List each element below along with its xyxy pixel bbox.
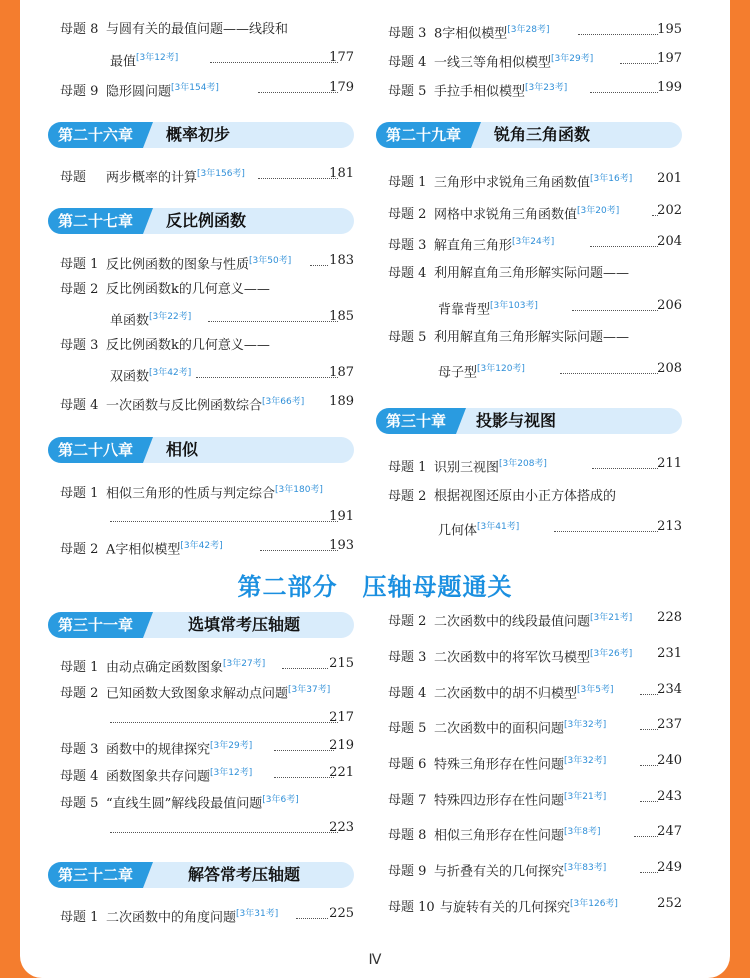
- page-ref: 234: [657, 682, 682, 697]
- page-ref: 199: [657, 80, 682, 95]
- toc-entry-continued: [110, 365, 191, 385]
- exam-count-badge: [3年66考]: [262, 397, 305, 407]
- exam-count-badge: [3年83考]: [564, 863, 607, 873]
- entry-label: 母题: [60, 170, 87, 186]
- entry-title: 网格中求锐角三角函数值: [434, 207, 578, 223]
- exam-count-badge: [3年41考]: [477, 522, 520, 532]
- entry-label: 母题 8: [388, 828, 427, 844]
- exam-count-badge: [3年208考]: [499, 459, 547, 469]
- toc-entry-continued: [110, 309, 191, 329]
- toc-entry[interactable]: [60, 906, 278, 926]
- chapter-header[interactable]: [48, 208, 354, 234]
- toc-entry[interactable]: [388, 824, 601, 844]
- entry-title-line2: 背靠背型: [438, 302, 491, 318]
- chapter-title: 概率初步: [166, 125, 231, 144]
- leader-dots: [110, 832, 338, 833]
- leader-dots: [560, 373, 658, 374]
- page-ref: 215: [329, 656, 354, 671]
- toc-entry[interactable]: [60, 22, 288, 38]
- entry-label: 母题 3: [388, 26, 427, 42]
- exam-count-badge: [3年103考]: [490, 301, 538, 311]
- entry-title: 反比例函数k的几何意义——: [106, 338, 270, 353]
- exam-count-badge: [3年26考]: [590, 649, 633, 659]
- page-ref: 187: [329, 365, 354, 380]
- exam-count-badge: [3年126考]: [570, 899, 618, 909]
- entry-label: 母题 2: [388, 207, 427, 223]
- entry-label: 母题 2: [60, 542, 99, 558]
- page-ref: 247: [657, 824, 682, 839]
- page-ref: 228: [657, 610, 682, 625]
- exam-count-badge: [3年28考]: [507, 25, 550, 35]
- exam-count-badge: [3年42考]: [180, 541, 223, 551]
- entry-label: 母题 3: [388, 238, 427, 254]
- toc-entry[interactable]: [388, 753, 606, 773]
- toc-entry[interactable]: [60, 682, 330, 702]
- entry-label: 母题 3: [60, 338, 99, 353]
- entry-title: 三角形中求锐角三角函数值: [434, 175, 591, 191]
- entry-label: 母题 5: [388, 330, 427, 345]
- chapter-header[interactable]: [48, 862, 354, 888]
- page-ref: 249: [657, 860, 682, 875]
- page-ref: 177: [329, 50, 354, 65]
- entry-label: 母题 2: [388, 489, 427, 504]
- leader-dots: [274, 750, 334, 751]
- leader-dots: [554, 531, 658, 532]
- chapter-header[interactable]: [48, 437, 354, 463]
- page-ref: 217: [329, 710, 354, 725]
- entry-title: 二次函数中的胡不归模型: [434, 686, 578, 702]
- page-ref: 240: [657, 753, 682, 768]
- entry-label: 母题 5: [388, 721, 427, 737]
- page-ref: 201: [657, 171, 682, 186]
- entry-title: 函数图象共存问题: [106, 769, 211, 785]
- entry-title: 一次函数与反比例函数综合: [106, 398, 263, 414]
- chapter-number: 第二十九章: [376, 122, 471, 148]
- page-ref: 181: [329, 166, 354, 181]
- exam-count-badge: [3年42考]: [149, 368, 192, 378]
- toc-entry[interactable]: [388, 330, 629, 346]
- entry-title: 利用解直角三角形解实际问题——: [434, 266, 630, 281]
- toc-entry[interactable]: [388, 682, 614, 702]
- toc-entry[interactable]: [388, 860, 606, 880]
- page-ref: 221: [329, 765, 354, 780]
- exam-count-badge: [3年32考]: [564, 756, 607, 766]
- leader-dots: [282, 668, 328, 669]
- leader-dots: [210, 62, 338, 63]
- entry-title: 函数中的规律探究: [106, 742, 211, 758]
- entry-title: 相似三角形存在性问题: [434, 828, 565, 844]
- exam-count-badge: [3年23考]: [525, 83, 568, 93]
- chapter-header[interactable]: [48, 122, 354, 148]
- entry-title: A字相似模型: [106, 542, 181, 558]
- chapter-header[interactable]: [376, 408, 682, 434]
- toc-entry[interactable]: [388, 51, 593, 71]
- entry-title: “直线生圆”解线段最值问题: [106, 796, 263, 812]
- toc-entry-continued: [438, 519, 519, 539]
- page-ref: 202: [657, 203, 682, 218]
- entry-title-line2: 单函数: [110, 313, 150, 329]
- toc-entry[interactable]: [388, 80, 567, 100]
- exam-count-badge: [3年32考]: [564, 720, 607, 730]
- exam-count-badge: [3年50考]: [249, 256, 292, 266]
- entry-label: 母题 3: [388, 650, 427, 666]
- exam-count-badge: [3年120考]: [477, 364, 525, 374]
- exam-count-badge: [3年24考]: [512, 237, 555, 247]
- leader-dots: [592, 468, 658, 469]
- page-ref: 185: [329, 309, 354, 324]
- entry-title: 二次函数中的面积问题: [434, 721, 565, 737]
- chapter-header[interactable]: [376, 122, 682, 148]
- entry-label: 母题 4: [388, 266, 427, 281]
- page-ref: 211: [657, 456, 682, 471]
- exam-count-badge: [3年21考]: [590, 613, 633, 623]
- toc-entry[interactable]: [60, 282, 270, 298]
- exam-count-badge: [3年5考]: [577, 685, 614, 695]
- entry-label: 母题 3: [60, 742, 99, 758]
- entry-title: 已知函数大致图象求解动点问题: [106, 686, 289, 702]
- leader-dots: [274, 777, 334, 778]
- entry-title: 解直角三角形: [434, 238, 513, 254]
- toc-entry[interactable]: [388, 489, 616, 505]
- exam-count-badge: [3年6考]: [262, 795, 299, 805]
- entry-title: 手拉手相似模型: [434, 84, 526, 100]
- toc-entry[interactable]: [60, 656, 265, 676]
- toc-entry[interactable]: [388, 456, 547, 476]
- leader-dots: [196, 377, 338, 378]
- toc-entry[interactable]: [388, 22, 549, 42]
- toc-entry[interactable]: [388, 610, 632, 630]
- entry-title: 由动点确定函数图象: [106, 660, 224, 676]
- toc-entry-continued: [438, 298, 538, 318]
- leader-dots: [110, 722, 338, 723]
- exam-count-badge: [3年12考]: [136, 53, 179, 63]
- leader-dots: [296, 918, 328, 919]
- exam-count-badge: [3年29考]: [551, 54, 594, 64]
- toc-entry[interactable]: [388, 717, 606, 737]
- entry-label: 母题 8: [60, 22, 99, 37]
- entry-label: 母题 4: [60, 769, 99, 785]
- page-ref: 225: [329, 906, 354, 921]
- entry-title: 二次函数中的将军饮马模型: [434, 650, 591, 666]
- toc-entry[interactable]: [60, 80, 219, 100]
- entry-label: 母题 2: [388, 614, 427, 630]
- chapter-title: 锐角三角函数: [494, 125, 591, 144]
- chapter-title: 解答常考压轴题: [188, 865, 301, 884]
- exam-count-badge: [3年154考]: [171, 83, 219, 93]
- toc-entry[interactable]: [60, 792, 299, 812]
- entry-title-line2: 双函数: [110, 369, 150, 385]
- toc-entry[interactable]: [388, 266, 629, 282]
- page-ref: 219: [329, 738, 354, 753]
- entry-title: 两步概率的计算: [106, 170, 198, 186]
- chapter-title: 相似: [166, 440, 199, 459]
- exam-count-badge: [3年20考]: [577, 206, 620, 216]
- entry-title: 8字相似模型: [434, 26, 508, 42]
- entry-title: 利用解直角三角形解实际问题——: [434, 330, 630, 345]
- entry-label: 母题 1: [60, 486, 99, 502]
- toc-entry[interactable]: [388, 896, 618, 916]
- page-ref: 189: [329, 394, 354, 409]
- entry-label: 母题 1: [388, 460, 427, 476]
- chapter-number: 第三十章: [376, 408, 456, 434]
- toc-entry[interactable]: [60, 394, 304, 414]
- page-ref: 206: [657, 298, 682, 313]
- exam-count-badge: [3年27考]: [223, 659, 266, 669]
- entry-title: 反比例函数的图象与性质: [106, 257, 250, 273]
- exam-count-badge: [3年29考]: [210, 741, 253, 751]
- entry-label: 母题 6: [388, 757, 427, 773]
- page-ref: 191: [329, 509, 354, 524]
- toc-entry[interactable]: [60, 538, 223, 558]
- page-ref: 183: [329, 253, 354, 268]
- entry-label: 母题 9: [60, 84, 99, 100]
- entry-title: 特殊四边形存在性问题: [434, 793, 565, 809]
- page-ref: 208: [657, 361, 682, 376]
- toc-entry[interactable]: [388, 789, 606, 809]
- page-number: Ⅳ: [368, 952, 382, 968]
- leader-dots: [590, 92, 658, 93]
- entry-title: 二次函数中的角度问题: [106, 910, 237, 926]
- chapter-header[interactable]: [48, 612, 354, 638]
- entry-title: 根据视图还原由小正方体搭成的: [434, 489, 617, 504]
- entry-label: 母题 5: [388, 84, 427, 100]
- exam-count-badge: [3年22考]: [149, 312, 192, 322]
- page-ref: 231: [657, 646, 682, 661]
- leader-dots: [590, 246, 658, 247]
- entry-title: 二次函数中的线段最值问题: [434, 614, 591, 630]
- page-ref: 223: [329, 820, 354, 835]
- toc-entry-continued: [110, 50, 178, 70]
- entry-label: 母题 1: [60, 910, 99, 926]
- toc-entry[interactable]: [388, 203, 619, 223]
- chapter-number: 第三十二章: [48, 862, 143, 888]
- chapter-title: 反比例函数: [166, 211, 247, 230]
- chapter-number: 第二十七章: [48, 208, 143, 234]
- toc-entry[interactable]: [60, 482, 323, 502]
- exam-count-badge: [3年8考]: [564, 827, 601, 837]
- entry-label: 母题 9: [388, 864, 427, 880]
- entry-label: 母题 2: [60, 282, 99, 297]
- toc-entry[interactable]: [388, 234, 554, 254]
- page-ref: 237: [657, 717, 682, 732]
- entry-title-line2: 几何体: [438, 523, 478, 539]
- entry-label: 母题 4: [388, 686, 427, 702]
- page-ref: 195: [657, 22, 682, 37]
- leader-dots: [208, 321, 338, 322]
- entry-title: 反比例函数k的几何意义——: [106, 282, 270, 297]
- exam-count-badge: [3年16考]: [590, 174, 633, 184]
- page-ref: 179: [329, 80, 354, 95]
- entry-label: 母题 1: [388, 175, 427, 191]
- entry-label: 母题 10: [388, 900, 435, 916]
- toc-entry[interactable]: [60, 253, 291, 273]
- toc-entry[interactable]: [388, 646, 632, 666]
- entry-label: 母题 5: [60, 796, 99, 812]
- exam-count-badge: [3年31考]: [236, 909, 279, 919]
- page-ref: 193: [329, 538, 354, 553]
- chapter-number: 第二十六章: [48, 122, 143, 148]
- toc-entry[interactable]: [60, 338, 270, 354]
- entry-title: 与旋转有关的几何探究: [440, 900, 571, 916]
- entry-title: 与圆有关的最值问题——线段和: [106, 22, 289, 37]
- toc-entry[interactable]: [60, 765, 252, 785]
- entry-title-line2: 母子型: [438, 365, 478, 381]
- entry-label: 母题 4: [388, 55, 427, 71]
- leader-dots: [578, 34, 658, 35]
- leader-dots: [572, 310, 658, 311]
- toc-entry[interactable]: [388, 171, 632, 191]
- entry-title: 一线三等角相似模型: [434, 55, 552, 71]
- toc-entry-continued: [438, 361, 525, 381]
- entry-label: 母题 4: [60, 398, 99, 414]
- entry-title: 与折叠有关的几何探究: [434, 864, 565, 880]
- entry-label: 母题 1: [60, 257, 99, 273]
- entry-title-line2: 最值: [110, 54, 137, 70]
- exam-count-badge: [3年180考]: [275, 485, 323, 495]
- leader-dots: [110, 521, 338, 522]
- page-ref: 243: [657, 789, 682, 804]
- toc-entry[interactable]: [60, 738, 252, 758]
- entry-label: 母题 2: [60, 686, 99, 702]
- page-ref: 197: [657, 51, 682, 66]
- leader-dots: [620, 63, 658, 64]
- chapter-number: 第三十一章: [48, 612, 143, 638]
- part-title: 第二部分 压轴母题通关: [237, 573, 513, 601]
- chapter-title: 投影与视图: [476, 411, 557, 430]
- entry-title: 相似三角形的性质与判定综合: [106, 486, 276, 502]
- exam-count-badge: [3年156考]: [197, 169, 245, 179]
- chapter-number: 第二十八章: [48, 437, 143, 463]
- entry-title: 识别三视图: [434, 460, 500, 476]
- entry-title: 特殊三角形存在性问题: [434, 757, 565, 773]
- page-ref: 213: [657, 519, 682, 534]
- page-ref: 204: [657, 234, 682, 249]
- exam-count-badge: [3年37考]: [288, 685, 331, 695]
- toc-page: [20, 0, 730, 978]
- page-ref: 252: [657, 896, 682, 911]
- exam-count-badge: [3年12考]: [210, 768, 253, 778]
- entry-label: 母题 1: [60, 660, 99, 676]
- toc-entry[interactable]: [60, 166, 245, 186]
- entry-title: 隐形圆问题: [106, 84, 172, 100]
- chapter-title: 选填常考压轴题: [188, 615, 301, 634]
- exam-count-badge: [3年21考]: [564, 792, 607, 802]
- entry-label: 母题 7: [388, 793, 427, 809]
